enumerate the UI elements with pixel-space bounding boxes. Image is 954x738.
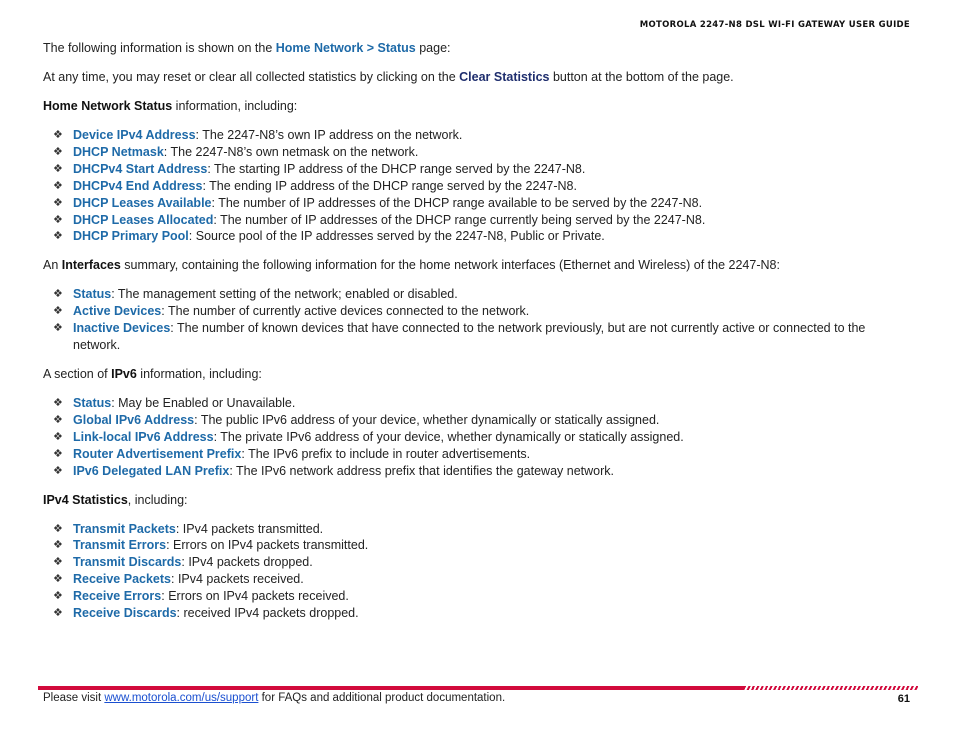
bullet-icon: ❖ xyxy=(53,321,63,335)
list-item xyxy=(43,412,903,429)
list-item xyxy=(43,554,903,571)
item-description: : The management setting of the network; enabled or disabled. xyxy=(111,287,458,302)
intro-text: At any time, you may reset or clear all collected statistics by clicking on the xyxy=(43,70,460,84)
home-network-list xyxy=(43,127,903,245)
item-description: : The number of currently active devices connected to the network. xyxy=(161,304,530,319)
list-item xyxy=(43,571,903,588)
bullet-icon: ❖ xyxy=(53,212,63,226)
item-term: Inactive Devices xyxy=(73,321,171,336)
item-description: : The IPv6 prefix to include in router advertisements. xyxy=(241,446,531,461)
ipv4-stats-list xyxy=(43,521,903,622)
item-term: Link-local IPv6 Address xyxy=(73,429,214,444)
bullet-icon: ❖ xyxy=(53,521,63,535)
bullet-icon: ❖ xyxy=(53,144,63,158)
clear-statistics-ref: Clear Statistics xyxy=(459,70,550,84)
item-term: Device IPv4 Address xyxy=(73,128,196,142)
heading-text: summary, containing the following information for the home network interfaces (Ethernet and Wireless) of the 2247-N8: xyxy=(120,258,780,273)
item-description: : Source pool of the IP addresses served by the 2247-N8, Public or Private. xyxy=(188,229,605,244)
bullet-icon: ❖ xyxy=(53,606,63,620)
bullet-icon: ❖ xyxy=(53,572,63,586)
list-item xyxy=(43,161,903,178)
list-item xyxy=(43,195,903,212)
intro-line-2 xyxy=(43,69,903,85)
nav-path: Home Network > Status xyxy=(275,41,416,55)
heading-bold: IPv4 Statistics xyxy=(43,492,128,507)
bullet-icon: ❖ xyxy=(53,287,63,301)
footer-rule-hatch xyxy=(744,686,918,690)
bullet-icon: ❖ xyxy=(53,195,63,209)
list-item xyxy=(43,605,903,622)
bullet-icon: ❖ xyxy=(53,178,63,192)
heading-text: information, including: xyxy=(172,99,298,113)
item-term: DHCP Primary Pool xyxy=(73,229,189,244)
item-description: : The number of IP addresses of the DHCP range available to be served by the 2247-N8. xyxy=(211,195,703,210)
item-description: : The number of known devices that have connected to the network previously, but are not currently active or connected to the network. xyxy=(73,321,866,353)
list-item xyxy=(43,178,903,195)
item-description: : The 2247-N8’s own IP address on the network. xyxy=(195,128,463,142)
item-term: DHCP Leases Available xyxy=(73,195,212,210)
intro-text: The following information is shown on the xyxy=(43,41,276,55)
item-term: DHCPv4 Start Address xyxy=(73,161,208,176)
list-item xyxy=(43,303,903,320)
footer-note xyxy=(43,692,505,704)
bullet-icon: ❖ xyxy=(53,463,63,477)
heading-bold: Interfaces xyxy=(61,258,121,273)
bullet-icon: ❖ xyxy=(53,304,63,318)
heading-bold: Home Network Status xyxy=(43,99,173,113)
item-term: DHCPv4 End Address xyxy=(73,178,203,193)
list-item xyxy=(43,429,903,446)
item-term: Transmit Packets xyxy=(73,521,176,536)
bullet-icon: ❖ xyxy=(53,395,63,409)
item-description: : IPv4 packets transmitted. xyxy=(175,521,324,536)
list-item xyxy=(43,521,903,538)
item-term: Transmit Errors xyxy=(73,538,167,553)
list-item xyxy=(43,144,903,161)
item-term: Router Advertisement Prefix xyxy=(73,446,242,461)
heading-text: information, including: xyxy=(136,366,262,381)
item-term: DHCP Leases Allocated xyxy=(73,212,214,227)
intro-line-1 xyxy=(43,40,903,56)
bullet-icon: ❖ xyxy=(53,555,63,569)
item-term: Transmit Discards xyxy=(73,555,182,570)
item-term: Active Devices xyxy=(73,304,162,319)
item-description: : The ending IP address of the DHCP range served by the 2247-N8. xyxy=(202,178,577,193)
item-description: : The public IPv6 address of your device, whether dynamically or statically assigned. xyxy=(194,412,660,427)
footer-text: for FAQs and additional product documentation. xyxy=(258,692,506,704)
item-description: : May be Enabled or Unavailable. xyxy=(111,395,296,410)
item-term: Receive Discards xyxy=(73,606,177,621)
intro-text: button at the bottom of the page. xyxy=(549,70,734,84)
item-description: : IPv4 packets dropped. xyxy=(181,555,313,570)
list-item xyxy=(43,212,903,229)
bullet-icon: ❖ xyxy=(53,412,63,426)
heading-text: A section of xyxy=(43,366,112,381)
list-item xyxy=(43,588,903,605)
footer-rule xyxy=(38,686,744,690)
list-item xyxy=(43,286,903,303)
list-item xyxy=(43,463,903,480)
item-term: Receive Packets xyxy=(73,572,171,587)
bullet-icon: ❖ xyxy=(53,128,63,141)
interfaces-heading xyxy=(43,257,903,273)
list-item xyxy=(43,320,903,354)
heading-bold: IPv6 xyxy=(111,366,137,381)
item-term: Receive Errors xyxy=(73,589,162,604)
home-network-heading xyxy=(43,98,903,114)
item-term: Status xyxy=(73,287,112,302)
list-item xyxy=(43,446,903,463)
item-description: : The starting IP address of the DHCP range served by the 2247-N8. xyxy=(207,161,586,176)
heading-text: An xyxy=(43,258,62,273)
item-description: : The 2247-N8’s own netmask on the network. xyxy=(163,144,419,159)
item-term: IPv6 Delegated LAN Prefix xyxy=(73,463,230,478)
item-description: : Errors on IPv4 packets received. xyxy=(161,589,349,604)
item-description: : Errors on IPv4 packets transmitted. xyxy=(166,538,369,553)
guide-title: MOTOROLA 2247-N8 DSL WI-FI GATEWAY USER GUIDE xyxy=(639,20,910,30)
bullet-icon: ❖ xyxy=(53,538,63,552)
list-item xyxy=(43,537,903,554)
ipv6-heading xyxy=(43,366,903,382)
bullet-icon: ❖ xyxy=(53,429,63,443)
item-term: Global IPv6 Address xyxy=(73,412,195,427)
item-term: Status xyxy=(73,395,112,410)
list-item xyxy=(43,127,903,144)
bullet-icon: ❖ xyxy=(53,229,63,243)
page-number: 61 xyxy=(897,693,910,705)
item-description: : The number of IP addresses of the DHCP range currently being served by the 2247-N8. xyxy=(213,212,706,227)
bullet-icon: ❖ xyxy=(53,161,63,175)
page-content xyxy=(43,40,903,634)
interfaces-list xyxy=(43,286,903,354)
item-term: DHCP Netmask xyxy=(73,144,164,159)
item-description: : received IPv4 packets dropped. xyxy=(176,606,359,621)
ipv6-list xyxy=(43,395,903,480)
item-description: : The IPv6 network address prefix that identifies the gateway network. xyxy=(229,463,615,478)
list-item xyxy=(43,228,903,245)
item-description: : IPv4 packets received. xyxy=(171,572,304,587)
bullet-icon: ❖ xyxy=(53,589,63,603)
footer-text: Please visit xyxy=(43,692,105,704)
item-description: : The private IPv6 address of your device, whether dynamically or statically assigned. xyxy=(213,429,684,444)
list-item xyxy=(43,395,903,412)
intro-text: page: xyxy=(415,41,451,55)
ipv4-stats-heading xyxy=(43,492,903,508)
bullet-icon: ❖ xyxy=(53,446,63,460)
heading-text: , including: xyxy=(127,492,188,507)
support-link[interactable]: www.motorola.com/us/support xyxy=(104,692,259,704)
